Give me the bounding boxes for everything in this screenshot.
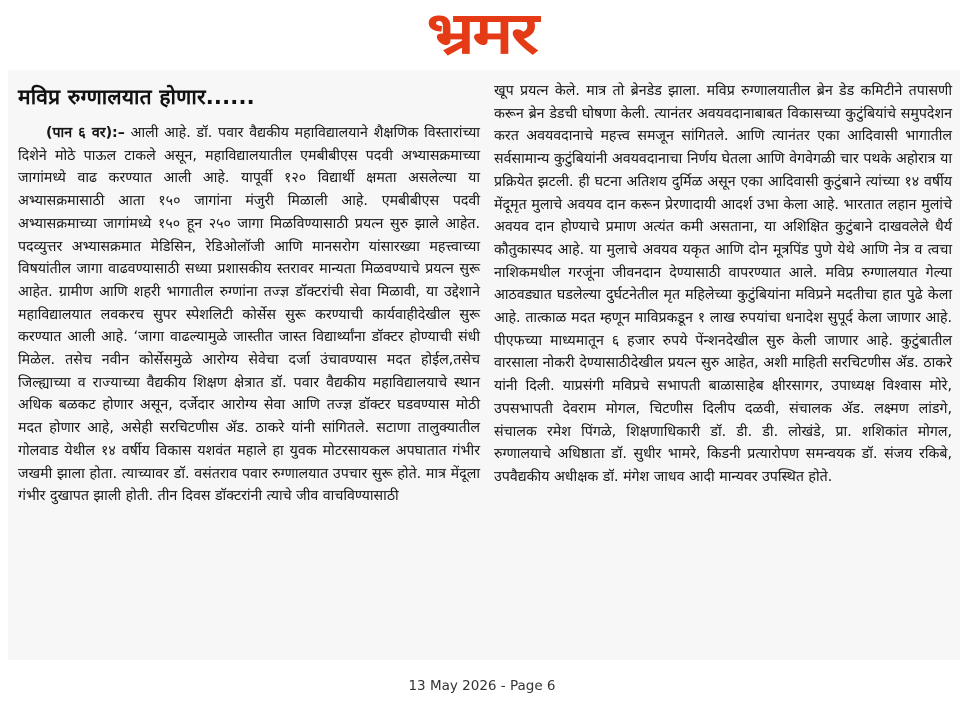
- article-text-left: आली आहे. डॉ. पवार वैद्यकीय महाविद्यालयाने शैक्षणिक विस्तारांच्या दिशेने मोठे पाऊल टाकले असून, महाविद्यालयातील एमबीबीएस पदवी अभ्यासक्रमाच्या जागांमध्ये वाढ करण्यात आली आहे. यापूर्वी १२० विद्यार्थी क्षमता असलेल्या या अभ्यासक्रमासाठी आता १५० जागांना मंजुरी मिळाली आहे. एमबीबीएस पदवी अभ्यासक्रमाच्या जागांमध्ये १५० हून २५० जागा मिळविण्यासाठी प्रयत्न सुरु झाले आहेत. पदव्युत्तर अभ्यासक्रमात मेडिसिन, रेडिओलॉजी आणि मानसरोग यांसारख्या महत्त्वाच्या विषयांतील जागा वाढवण्यासाठी सध्या प्रशासकीय स्तरावर मान्यता मिळवण्याचे प्रयत्न सुरू आहेत. ग्रामीण आणि शहरी भागातील रुग्णांना तज्ज्ञ डॉक्टरांची सेवा मिळावी, या उद्देशाने महाविद्यालयात लवकरच सुपर स्पेशलिटी कोर्सेस सुरू करण्याची कार्यवाहीदेखील सुरू करण्यात आली आहे. ‘जागा वाढल्यामुळे जास्तीत जास्त विद्यार्थ्यांना डॉक्टर होण्याची संधी मिळेल. तसेच नवीन कोर्सेसमुळे आरोग्य सेवेचा दर्जा उंचावण्यास मदत होईल,तसेच जिल्ह्याच्या व राज्याच्या वैद्यकीय शिक्षण क्षेत्रात डॉ. पवार वैद्यकीय महाविद्यालयाचे स्थान अधिक बळकट होणार असून, दर्जेदार आरोग्य सेवा आणि तज्ज्ञ डॉक्टर घडवण्यास मोठी मदत होणार आहे, असेही सरचिटणीस ॲड. ठाकरे यांनी सांगितले. सटाणा तालुक्यातील गोलवाड येथील १४ वर्षीय विकास यशवंत महाले हा युवक मोटरसायकल अपघातात गंभीर जखमी झाला होता. त्याच्यावर डॉ. वसंतराव पवार रुग्णालयात उपचार सुरू होते. मात्र मेंदूला गंभीर दुखापत झाली होती. तीन दिवस डॉक्टरांनी त्याचे जीव वाचविण्यासाठी: [18, 125, 480, 505]
- article-body-left: [18, 122, 480, 508]
- article-column-left: [18, 70, 480, 508]
- article-text-right: खूप प्रयत्न केले. मात्र तो ब्रेनडेड झाला. मविप्र रुग्णालयातील ब्रेन डेड कमिटीने तपासणी करून ब्रेन डेडची घोषणा केली. त्यानंतर अवयवदानाबाबत विकासच्या कुटुंबियांचे समुपदेशन करत अवयवदानाचे महत्त्व समजून सांगितले. आणि त्यानंतर एका आदिवासी भागातील सर्वसामान्य कुटुंबियांनी अवयवदानाचा निर्णय घेतला आणि वेगवेगळी चार पथके अहोरात्र या प्रक्रियेत झटली. ही घटना अतिशय दुर्मिळ असून एका आदिवासी कुटुंबाने त्यांच्या १४ वर्षीय मेंदूमृत मुलाचे अवयव दान करून प्रेरणादायी आदर्श उभा केला आहे. भारतात लहान मुलांचे अवयव दान होण्याचे प्रमाण अत्यंत कमी असताना, या अशिक्षित कुटुंबाने दाखवलेले धैर्य कौतुकास्पद आहे. या मुलाचे अवयव यकृत आणि दोन मूत्रपिंड पुणे येथे आणि नेत्र व त्वचा नाशिकमधील गरजूंना जीवनदान देण्यासाठी वापरण्यात आले. मविप्र रुग्णालयात गेल्या आठवड्यात घडलेल्या दुर्घटनेतील मृत महिलेच्या कुटुंबियांना मविप्रने मदतीचा हात पुढे केला आहे. तात्काळ मदत म्हणून माविप्रकडून १ लाख रुपयांचा धनादेश सुपूर्द केला जाणार आहे. पीएफच्या माध्यमातून ६ हजार रुपये पेंन्शनदेखील सुरु केली जाणार आहे. कुटुंबातील वारसाला नोकरी देण्यासाठीदेखील प्रयत्न सुरु आहेत, अशी माहिती सरचिटणीस ॲड. ठाकरे यांनी दिली. याप्रसंगी मविप्रचे सभापती बाळासाहेब क्षीरसागर, उपाध्यक्ष विश्वास मोरे, उपसभापती देवराम मोगल, चिटणीस दिलीप दळवी, संचालक ॲड. लक्ष्मण लांडगे, संचालक रमेश पिंगळे, शिक्षणाधिकारी डॉ. डी. डी. लोखंडे, प्रा. शशिकांत मोगल, रुग्णालयाचे अधिष्ठाता डॉ. सुधीर भामरे, किडनी प्रत्यारोपण समन्वयक डॉ. संजय रकिबे, उपवैद्यकीय अधीक्षक डॉ. मंगेश जाधव आदी मान्यवर उपस्थित होते.: [494, 83, 952, 485]
- page-footer: 13 May 2026 - Page 6: [408, 678, 556, 694]
- newspaper-logo: भ्रमर: [427, 0, 537, 67]
- article-clipping: [8, 70, 960, 660]
- article-column-right: [494, 80, 952, 489]
- continuation-marker: (पान ६ वर):–: [46, 125, 125, 141]
- masthead: [0, 0, 964, 67]
- article-headline: मविप्र रुग्णालयात होणार......: [18, 85, 255, 109]
